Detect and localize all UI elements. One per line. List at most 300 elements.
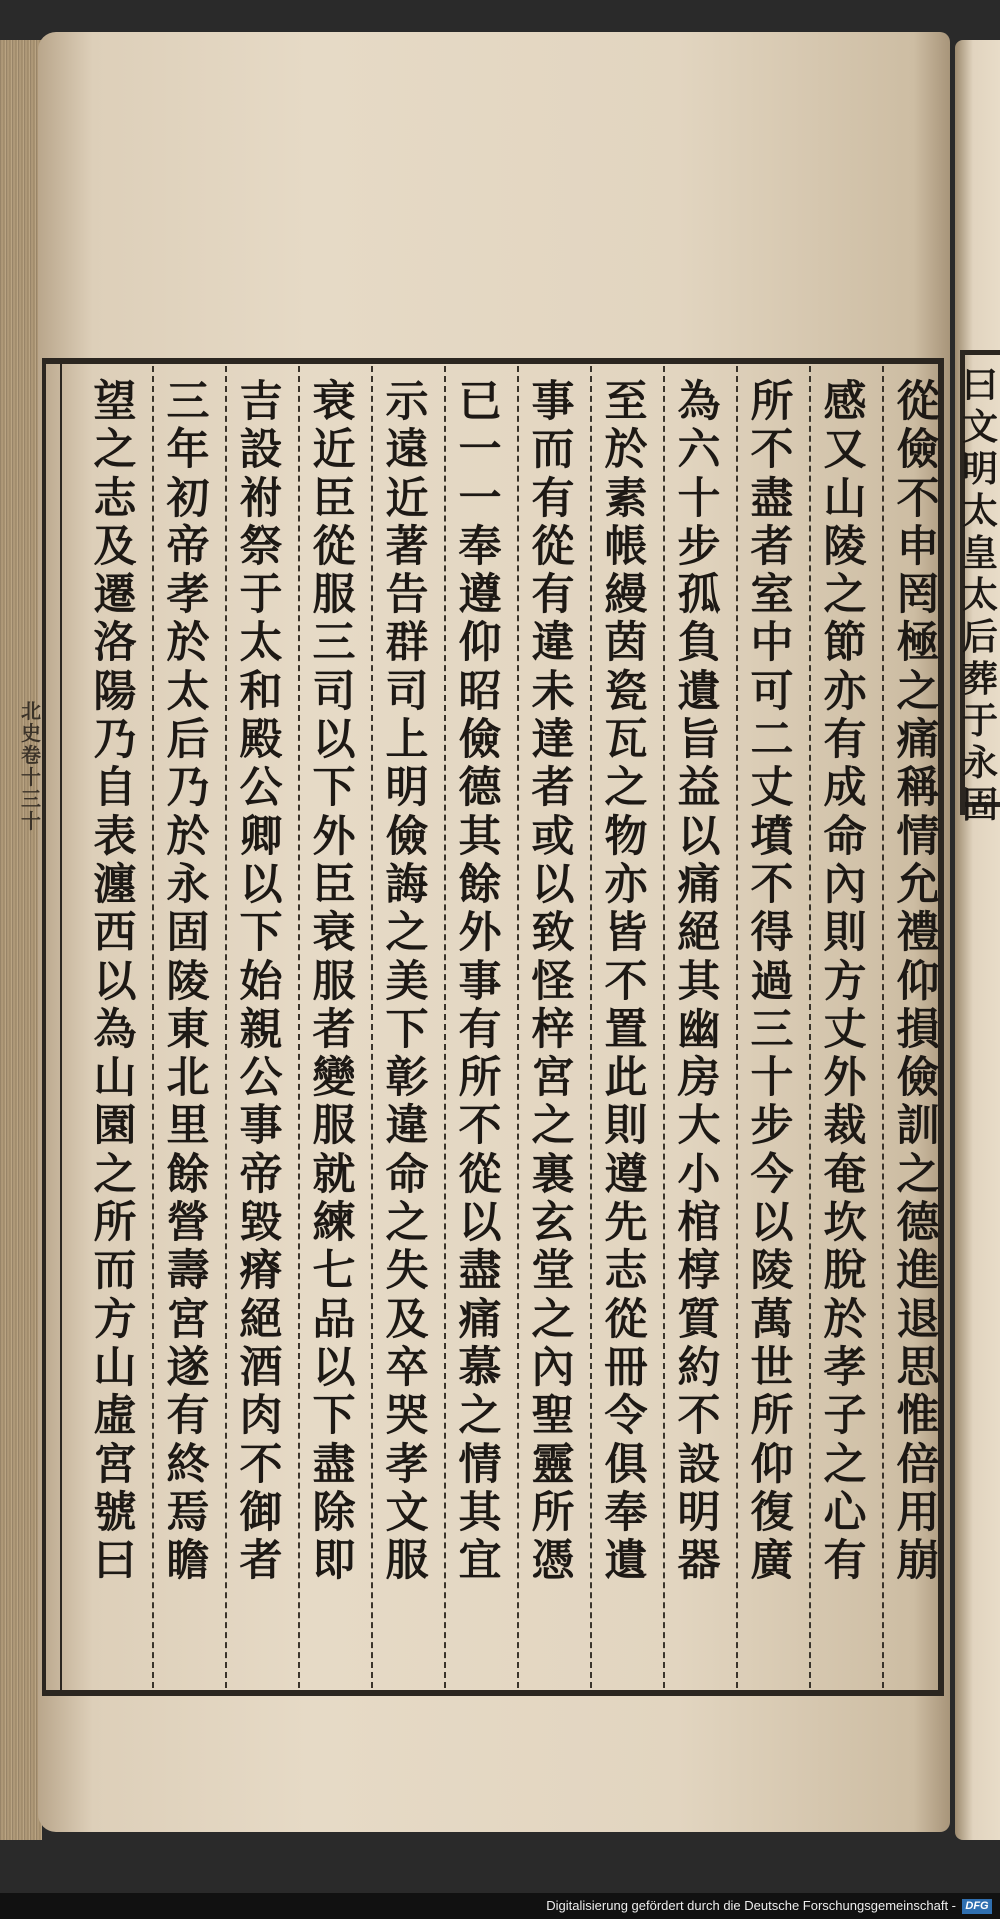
glyph: 房: [677, 1053, 721, 1104]
glyph: 志: [93, 473, 137, 524]
glyph: 餘: [166, 1149, 210, 1200]
text-column: [87, 378, 143, 1683]
glyph: 盡: [312, 1439, 356, 1490]
glyph: 曰: [93, 1536, 137, 1587]
glyph: 事: [239, 1101, 283, 1152]
glyph: 一: [458, 425, 502, 476]
glyph: 陵: [750, 1246, 794, 1297]
text-column: [744, 378, 800, 1683]
glyph: 心: [823, 1487, 867, 1538]
glyph: 東: [166, 1004, 210, 1055]
glyph: 事: [458, 956, 502, 1007]
glyph: 裁: [823, 1101, 867, 1152]
glyph: 群: [385, 618, 429, 669]
glyph: 其: [458, 1487, 502, 1538]
glyph: 堂: [531, 1246, 575, 1297]
glyph: 卒: [385, 1342, 429, 1393]
glyph: 縵: [604, 570, 648, 621]
glyph: 中: [750, 618, 794, 669]
glyph: 服: [385, 1536, 429, 1587]
glyph: 固: [962, 784, 999, 826]
glyph: 者: [312, 1004, 356, 1055]
glyph: 物: [604, 811, 648, 862]
glyph: 永: [962, 742, 999, 784]
glyph: 帳: [604, 521, 648, 572]
glyph: 之: [531, 1101, 575, 1152]
glyph: 令: [604, 1391, 648, 1442]
glyph: 崩: [896, 1536, 940, 1587]
glyph: 亦: [823, 666, 867, 717]
glyph: 號: [93, 1487, 137, 1538]
glyph: 營: [166, 1198, 210, 1249]
glyph: 服: [312, 570, 356, 621]
glyph: 之: [385, 908, 429, 959]
text-column: [160, 378, 216, 1683]
glyph: 三: [750, 1004, 794, 1055]
glyph: 即: [312, 1536, 356, 1587]
glyph: 稱: [896, 763, 940, 814]
glyph: 坎: [823, 1198, 867, 1249]
glyph: 十: [677, 473, 721, 524]
text-column: [671, 378, 727, 1683]
glyph: 固: [166, 908, 210, 959]
glyph: 步: [750, 1101, 794, 1152]
glyph: 之: [604, 763, 648, 814]
glyph: 儉: [458, 715, 502, 766]
spine-label: [18, 700, 44, 832]
glyph: 慕: [458, 1342, 502, 1393]
glyph: 表: [93, 811, 137, 862]
glyph: 不: [896, 473, 940, 524]
glyph: 此: [604, 1053, 648, 1104]
glyph: 致: [531, 908, 575, 959]
glyph: 初: [166, 473, 210, 524]
glyph: 外: [312, 811, 356, 862]
glyph: 毀: [239, 1198, 283, 1249]
glyph: 棺: [677, 1198, 721, 1249]
glyph: 公: [239, 1053, 283, 1104]
column-divider: [371, 366, 373, 1688]
glyph: 室: [750, 570, 794, 621]
glyph: 外: [458, 908, 502, 959]
column-divider: [736, 366, 738, 1688]
glyph: 奉: [604, 1487, 648, 1538]
glyph: 丈: [823, 1004, 867, 1055]
glyph: 步: [677, 521, 721, 572]
glyph: 之: [896, 666, 940, 717]
glyph: 司: [312, 666, 356, 717]
glyph: 仰: [458, 618, 502, 669]
glyph: 則: [823, 908, 867, 959]
glyph: 丈: [750, 763, 794, 814]
glyph: 遵: [604, 1149, 648, 1200]
glyph: 遵: [458, 570, 502, 621]
glyph: 椁: [677, 1246, 721, 1297]
glyph: 先: [604, 1198, 648, 1249]
glyph: 為: [93, 1004, 137, 1055]
glyph: 祔: [239, 473, 283, 524]
glyph: 為: [677, 377, 721, 427]
glyph: 告: [385, 570, 429, 621]
glyph: 內: [531, 1342, 575, 1393]
glyph: 肉: [239, 1391, 283, 1442]
page-edges: [0, 40, 42, 1840]
glyph: 違: [385, 1101, 429, 1152]
glyph: 玄: [531, 1198, 575, 1249]
glyph: 吉: [239, 377, 283, 427]
glyph: 北: [21, 699, 41, 723]
glyph: 山: [823, 473, 867, 524]
glyph: 葬: [962, 658, 999, 700]
glyph: 山: [93, 1342, 137, 1393]
glyph: 不: [458, 1101, 502, 1152]
glyph: 方: [93, 1294, 137, 1345]
glyph: 瞻: [166, 1536, 210, 1587]
glyph: 器: [677, 1536, 721, 1587]
glyph: 而: [93, 1246, 137, 1297]
glyph: 怪: [531, 956, 575, 1007]
glyph: 於: [823, 1294, 867, 1345]
glyph: 六: [677, 425, 721, 476]
glyph: 絕: [239, 1294, 283, 1345]
glyph: 不: [750, 859, 794, 910]
glyph: 成: [823, 763, 867, 814]
glyph: 奄: [823, 1149, 867, 1200]
glyph: 外: [823, 1053, 867, 1104]
glyph: 進: [896, 1246, 940, 1297]
glyph: 昭: [458, 666, 502, 717]
glyph: 以: [750, 1198, 794, 1249]
glyph: 者: [750, 521, 794, 572]
glyph: 上: [385, 715, 429, 766]
glyph: 近: [312, 425, 356, 476]
glyph: 盡: [750, 473, 794, 524]
glyph: 太: [962, 490, 999, 532]
glyph: 絕: [677, 908, 721, 959]
glyph: 損: [896, 1004, 940, 1055]
glyph: 得: [750, 908, 794, 959]
glyph: 以: [239, 859, 283, 910]
text-column: [598, 378, 654, 1683]
glyph: 裏: [531, 1149, 575, 1200]
glyph: 子: [823, 1391, 867, 1442]
glyph: 達: [531, 715, 575, 766]
glyph: 宮: [93, 1439, 137, 1490]
glyph: 以: [677, 811, 721, 862]
glyph: 至: [604, 377, 648, 427]
glyph: 永: [166, 859, 210, 910]
column-divider: [298, 366, 300, 1688]
text-column: [890, 378, 946, 1683]
glyph: 之: [458, 1391, 502, 1442]
glyph: 靈: [531, 1439, 575, 1490]
glyph: 未: [531, 666, 575, 717]
glyph: 違: [531, 618, 575, 669]
column-divider: [809, 366, 811, 1688]
glyph: 孤: [677, 570, 721, 621]
glyph: 衰: [312, 377, 356, 427]
glyph: 臣: [312, 859, 356, 910]
glyph: 練: [312, 1198, 356, 1249]
glyph: 乃: [166, 763, 210, 814]
glyph: 遠: [385, 425, 429, 476]
glyph: 世: [750, 1342, 794, 1393]
glyph: 司: [385, 666, 429, 717]
glyph: 聖: [531, 1391, 575, 1442]
glyph: 之: [823, 570, 867, 621]
text-column: [379, 378, 435, 1683]
glyph: 茵: [604, 618, 648, 669]
glyph: 始: [239, 956, 283, 1007]
glyph: 以: [312, 715, 356, 766]
glyph: 終: [166, 1439, 210, 1490]
glyph: 志: [604, 1246, 648, 1297]
glyph: 所: [531, 1487, 575, 1538]
glyph: 已: [458, 377, 502, 427]
glyph: 過: [750, 956, 794, 1007]
glyph: 梓: [531, 1004, 575, 1055]
glyph: 于: [962, 700, 999, 742]
glyph: 親: [239, 1004, 283, 1055]
glyph: 不: [677, 1391, 721, 1442]
text-column: [525, 378, 581, 1683]
column-divider: [663, 366, 665, 1688]
glyph: 于: [239, 570, 283, 621]
glyph: 則: [604, 1101, 648, 1152]
glyph: 之: [93, 425, 137, 476]
glyph: 退: [896, 1294, 940, 1345]
glyph: 儉: [385, 811, 429, 862]
glyph: 於: [604, 425, 648, 476]
glyph: 酒: [239, 1342, 283, 1393]
glyph: 倍: [896, 1439, 940, 1490]
glyph: 極: [896, 618, 940, 669]
glyph: 儉: [896, 425, 940, 476]
glyph: 陽: [93, 666, 137, 717]
glyph: 遺: [677, 666, 721, 717]
glyph: 及: [385, 1294, 429, 1345]
glyph: 德: [458, 763, 502, 814]
glyph: 下: [312, 763, 356, 814]
glyph: 洛: [93, 618, 137, 669]
glyph: 方: [823, 956, 867, 1007]
glyph: 以: [93, 956, 137, 1007]
glyph: 所: [458, 1053, 502, 1104]
glyph: 命: [385, 1149, 429, 1200]
glyph: 焉: [166, 1487, 210, 1538]
glyph: 卿: [239, 811, 283, 862]
glyph: 痛: [458, 1294, 502, 1345]
glyph: 而: [531, 425, 575, 476]
glyph: 宮: [531, 1053, 575, 1104]
glyph: 其: [677, 956, 721, 1007]
column-divider: [444, 366, 446, 1688]
glyph: 訓: [896, 1101, 940, 1152]
glyph: 之: [385, 1198, 429, 1249]
glyph: 史: [21, 721, 41, 745]
glyph: 從: [604, 1294, 648, 1345]
glyph: 有: [166, 1391, 210, 1442]
glyph: 德: [896, 1198, 940, 1249]
glyph: 申: [896, 521, 940, 572]
glyph: 皇: [962, 532, 999, 574]
glyph: 瓷: [604, 666, 648, 717]
glyph: 盡: [458, 1246, 502, 1297]
glyph: 有: [823, 1536, 867, 1587]
glyph: 殿: [239, 715, 283, 766]
glyph: 三: [166, 377, 210, 427]
glyph: 奉: [458, 521, 502, 572]
glyph: 冊: [604, 1342, 648, 1393]
glyph: 約: [677, 1342, 721, 1393]
glyph: 后: [166, 715, 210, 766]
glyph: 下: [312, 1391, 356, 1442]
glyph: 遷: [93, 570, 137, 621]
glyph: 設: [239, 425, 283, 476]
glyph: 及: [93, 521, 137, 572]
glyph: 有: [531, 473, 575, 524]
glyph: 於: [166, 811, 210, 862]
glyph: 旨: [677, 715, 721, 766]
glyph: 變: [312, 1053, 356, 1104]
glyph: 情: [896, 811, 940, 862]
glyph: 復: [750, 1487, 794, 1538]
glyph: 有: [531, 570, 575, 621]
glyph: 明: [677, 1487, 721, 1538]
glyph: 三: [21, 787, 41, 811]
glyph: 十: [21, 809, 41, 833]
glyph: 憑: [531, 1536, 575, 1587]
glyph: 十: [21, 765, 41, 789]
text-column: [306, 378, 362, 1683]
glyph: 今: [750, 1149, 794, 1200]
glyph: 失: [385, 1246, 429, 1297]
glyph: 衰: [312, 908, 356, 959]
glyph: 一: [458, 473, 502, 524]
glyph: 卷: [21, 743, 41, 767]
adjacent-page: [955, 40, 1000, 1840]
glyph: 祭: [239, 521, 283, 572]
glyph: 感: [823, 377, 867, 427]
glyph: 幽: [677, 1004, 721, 1055]
glyph: 有: [823, 715, 867, 766]
glyph: 罔: [896, 570, 940, 621]
glyph: 於: [166, 618, 210, 669]
glyph: 仰: [896, 956, 940, 1007]
text-column: [817, 378, 873, 1683]
glyph: 御: [239, 1487, 283, 1538]
glyph: 和: [239, 666, 283, 717]
column-divider: [225, 366, 227, 1688]
glyph: 宜: [458, 1536, 502, 1587]
glyph: 所: [750, 1391, 794, 1442]
glyph: 又: [823, 425, 867, 476]
glyph: 下: [385, 1004, 429, 1055]
glyph: 惟: [896, 1391, 940, 1442]
glyph: 孝: [385, 1439, 429, 1490]
glyph: 彰: [385, 1053, 429, 1104]
glyph: 以: [458, 1198, 502, 1249]
glyph: 太: [962, 574, 999, 616]
glyph: 事: [531, 377, 575, 427]
glyph: 服: [312, 956, 356, 1007]
glyph: 著: [385, 521, 429, 572]
glyph: 明: [385, 763, 429, 814]
glyph: 大: [677, 1101, 721, 1152]
glyph: 曰: [962, 364, 999, 406]
glyph: 誨: [385, 859, 429, 910]
glyph: 或: [531, 811, 575, 862]
glyph: 除: [312, 1487, 356, 1538]
glyph: 不: [239, 1439, 283, 1490]
glyph: 允: [896, 859, 940, 910]
glyph: 陵: [166, 956, 210, 1007]
glyph: 宮: [166, 1294, 210, 1345]
glyph: 里: [166, 1101, 210, 1152]
glyph: 三: [312, 618, 356, 669]
glyph: 服: [312, 1101, 356, 1152]
glyph: 年: [166, 425, 210, 476]
glyph: 有: [458, 1004, 502, 1055]
glyph: 瘠: [239, 1246, 283, 1297]
glyph: 虛: [93, 1391, 137, 1442]
glyph: 之: [823, 1439, 867, 1490]
glyph: 近: [385, 473, 429, 524]
glyph: 之: [93, 1149, 137, 1200]
adjacent-page-column: [963, 364, 997, 826]
glyph: 明: [962, 448, 999, 490]
glyph: 從: [896, 377, 940, 427]
glyph: 美: [385, 956, 429, 1007]
glyph: 可: [750, 666, 794, 717]
glyph: 自: [93, 763, 137, 814]
glyph: 者: [239, 1536, 283, 1587]
glyph: 命: [823, 811, 867, 862]
glyph: 小: [677, 1149, 721, 1200]
glyph: 孝: [166, 570, 210, 621]
glyph: 儉: [896, 1053, 940, 1104]
footer-text: Digitalisierung gefördert durch die Deutsche Forschungsgemeinschaft -: [546, 1898, 956, 1913]
glyph: 用: [896, 1487, 940, 1538]
glyph: 帝: [166, 521, 210, 572]
glyph: 所: [93, 1198, 137, 1249]
glyph: 節: [823, 618, 867, 669]
glyph: 其: [458, 811, 502, 862]
glyph: 太: [239, 618, 283, 669]
glyph: 太: [166, 666, 210, 717]
glyph: 壽: [166, 1246, 210, 1297]
glyph: 以: [531, 859, 575, 910]
glyph: 示: [385, 377, 429, 427]
text-column: [452, 378, 508, 1683]
glyph: 品: [312, 1294, 356, 1345]
glyph: 質: [677, 1294, 721, 1345]
glyph: 臣: [312, 473, 356, 524]
glyph: 遂: [166, 1342, 210, 1393]
glyph: 不: [604, 956, 648, 1007]
glyph: 帝: [239, 1149, 283, 1200]
dfg-logo: DFG: [962, 1899, 992, 1914]
glyph: 哭: [385, 1391, 429, 1442]
glyph: 文: [962, 406, 999, 448]
glyph: 之: [531, 1294, 575, 1345]
glyph: 所: [750, 377, 794, 427]
glyph: 遺: [604, 1536, 648, 1587]
glyph: 文: [385, 1487, 429, 1538]
glyph: 七: [312, 1246, 356, 1297]
glyph: 不: [750, 425, 794, 476]
glyph: 瀍: [93, 859, 137, 910]
